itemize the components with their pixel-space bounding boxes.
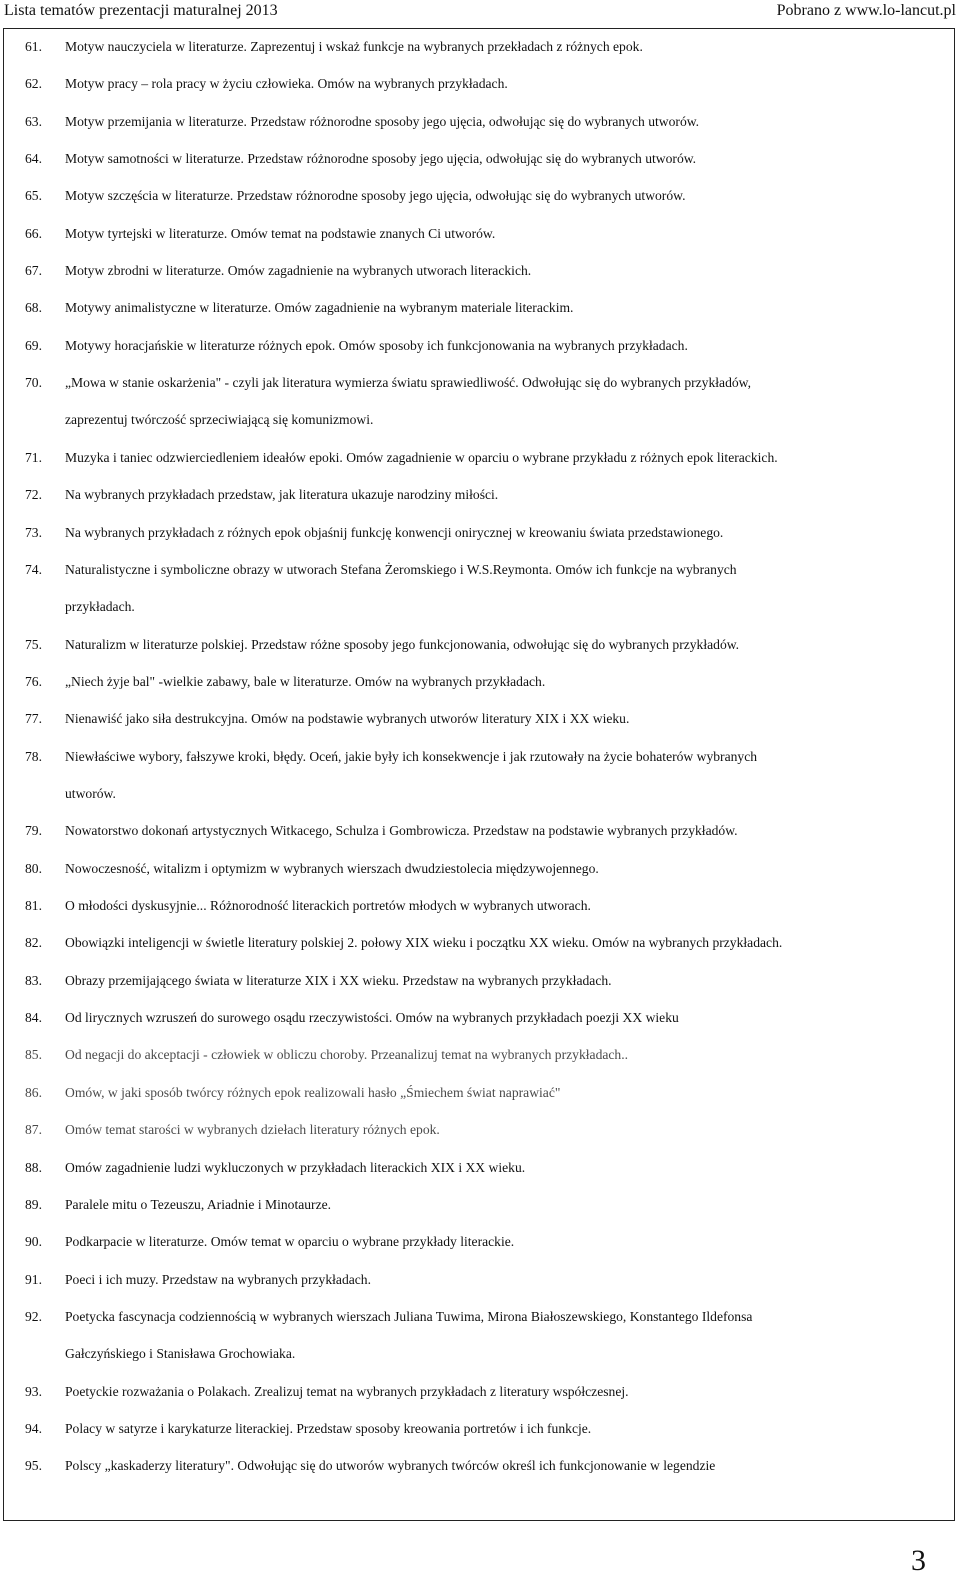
item-text: Poetycka fascynacja codziennością w wybranych wierszach Juliana Tuwima, Mirona Białoszewskiego, Konstantego Ildefonsa	[65, 1308, 753, 1324]
item-text: Od lirycznych wzruszeń do surowego osądu rzeczywistości. Omów na wybranych przykładach poezji XX wieku	[65, 1010, 679, 1026]
item-text: Motyw nauczyciela w literaturze. Zaprezentuj i wskaż funkcje na wybranych przekładach z różnych epok.	[65, 39, 643, 54]
item-text: Od negacji do akceptacji - człowiek w obliczu choroby. Przeanalizuj temat na wybranych przykładach..	[65, 1047, 629, 1063]
item-number: 69.	[25, 337, 42, 353]
item-text: Motyw samotności w literaturze. Przedstaw różnorodne sposoby jego ujęcia, odwołując się do wybranych utworów.	[65, 151, 697, 167]
item-text: Naturalizm w literaturze polskiej. Przedstaw różne sposoby jego funkcjonowania, odwołując się do wybranych przykładów.	[65, 636, 740, 652]
item-text: Nienawiść jako siła destrukcyjna. Omów na podstawie wybranych utworów literatury XIX i XX wieku.	[65, 711, 630, 727]
item-text: Niewłaściwe wybory, fałszywe kroki, błędy. Oceń, jakie były ich konsekwencje i jak rzutowały na życie bohaterów wybranych	[65, 748, 758, 764]
item-text: Na wybranych przykładach z różnych epok objaśnij funkcję konwencji onirycznej w kreowaniu świata przedstawionego.	[65, 524, 724, 540]
item-number: 93.	[25, 1383, 42, 1399]
item-number: 88.	[25, 1159, 42, 1175]
topic-list	[3, 28, 955, 1521]
item-number: 90.	[25, 1234, 42, 1250]
item-number: 66.	[25, 225, 42, 241]
item-number: 68.	[25, 300, 42, 316]
item-number: 87.	[25, 1122, 42, 1138]
item-number: 89.	[25, 1196, 42, 1212]
item-number: 67.	[25, 263, 42, 279]
item-text-continuation: Gałczyńskiego i Stanisława Grochowiaka.	[65, 1346, 296, 1362]
item-number: 70.	[25, 375, 42, 391]
item-number: 91.	[25, 1271, 42, 1287]
source-label: Pobrano z www.lo-lancut.pl	[776, 2, 956, 19]
item-text: Poeci i ich muzy. Przedstaw na wybranych przykładach.	[65, 1271, 372, 1287]
item-number: 64.	[25, 151, 42, 167]
item-number: 63.	[25, 113, 42, 129]
item-text: Motywy horacjańskie w literaturze różnych epok. Omów sposoby ich funkcjonowania na wybranych przykładach.	[65, 337, 688, 353]
item-number: 94.	[25, 1420, 42, 1436]
item-number: 65.	[25, 188, 42, 204]
item-text-continuation: utworów.	[65, 785, 116, 801]
item-text: Polacy w satyrze i karykaturze literackiej. Przedstaw sposoby kreowania portretów i ich funkcje.	[65, 1420, 592, 1436]
item-text: O młodości dyskusyjnie... Różnorodność literackich portretów młodych w wybranych utworach.	[65, 898, 591, 914]
page-number: 3	[911, 1544, 926, 1577]
document-title: Lista tematów prezentacji maturalnej 2013	[4, 2, 278, 19]
item-number: 85.	[25, 1047, 42, 1063]
item-number: 62.	[25, 76, 42, 92]
item-number: 86.	[25, 1084, 42, 1100]
item-text: Obowiązki inteligencji w świetle literatury polskiej 2. połowy XIX wieku i początku XX wieku. Omów na wybranych przykładach.	[65, 935, 783, 951]
item-text: Motyw tyrtejski w literaturze. Omów temat na podstawie znanych Ci utworów.	[65, 225, 496, 241]
item-number: 82.	[25, 935, 42, 951]
item-text-continuation: przykładach.	[65, 599, 135, 615]
item-number: 83.	[25, 972, 42, 988]
item-number: 75.	[25, 636, 42, 652]
item-text: Muzyka i taniec odzwierciedleniem ideałów epoki. Omów zagadnienie w oparciu o wybrane przykładu z różnych epok literackich.	[65, 449, 778, 465]
item-number: 80.	[25, 860, 42, 876]
item-number: 81.	[25, 898, 42, 914]
item-text: Motywy animalistyczne w literaturze. Omów zagadnienie na wybranym materiale literackim.	[65, 300, 574, 316]
item-text: „Mowa w stanie oskarżenia" - czyli jak literatura wymierza światu sprawiedliwość. Odwołując się do wybranych przykładów,	[65, 375, 752, 391]
item-number: 76.	[25, 673, 42, 689]
item-number: 71.	[25, 449, 42, 465]
item-text: Na wybranych przykładach przedstaw, jak literatura ukazuje narodziny miłości.	[65, 487, 499, 503]
item-number: 92.	[25, 1308, 42, 1324]
item-number: 77.	[25, 711, 42, 727]
item-number: 61.	[25, 39, 42, 54]
item-text-continuation: zaprezentuj twórczość sprzeciwiającą się komunizmowi.	[65, 412, 374, 428]
item-number: 74.	[25, 561, 42, 577]
item-number: 79.	[25, 823, 42, 839]
item-text: Polscy „kaskaderzy literatury". Odwołując się do utworów wybranych twórców określ ich funkcjonowanie w legendzie	[65, 1458, 716, 1474]
item-number: 84.	[25, 1010, 42, 1026]
item-number: 95.	[25, 1458, 42, 1474]
item-text: Obrazy przemijającego świata w literaturze XIX i XX wieku. Przedstaw na wybranych przykładach.	[65, 972, 612, 988]
item-text: Motyw przemijania w literaturze. Przedstaw różnorodne sposoby jego ujęcia, odwołując się do wybranych utworów.	[65, 113, 700, 129]
item-number: 73.	[25, 524, 42, 540]
item-text: Nowoczesność, witalizm i optymizm w wybranych wierszach dwudziestolecia międzywojennego.	[65, 860, 599, 876]
item-text: „Niech żyje bal" -wielkie zabawy, bale w literaturze. Omów na wybranych przykładach.	[65, 673, 546, 689]
item-number: 72.	[25, 487, 42, 503]
item-text: Poetyckie rozważania o Polakach. Zrealizuj temat na wybranych przykładach z literatury współczesnej.	[65, 1383, 629, 1399]
item-text: Motyw szczęścia w literaturze. Przedstaw różnorodne sposoby jego ujęcia, odwołując się do wybranych utworów.	[65, 188, 686, 204]
item-text: Podkarpacie w literaturze. Omów temat w oparciu o wybrane przykłady literackie.	[65, 1234, 515, 1250]
item-text: Paralele mitu o Tezeuszu, Ariadnie i Minotaurze.	[65, 1196, 332, 1212]
item-text: Omów zagadnienie ludzi wykluczonych w przykładach literackich XIX i XX wieku.	[65, 1159, 526, 1175]
item-text: Omów, w jaki sposób twórcy różnych epok realizowali hasło „Śmiechem świat naprawiać"	[65, 1084, 561, 1100]
item-text: Nowatorstwo dokonań artystycznych Witkacego, Schulza i Gombrowicza. Przedstaw na podstawie wybranych przykładów.	[65, 823, 738, 839]
item-text: Motyw pracy – rola pracy w życiu człowieka. Omów na wybranych przykładach.	[65, 76, 508, 92]
item-text: Omów temat starości w wybranych dziełach literatury różnych epok.	[65, 1122, 440, 1138]
item-number: 78.	[25, 748, 42, 764]
item-text: Motyw zbrodni w literaturze. Omów zagadnienie na wybranych utworach literackich.	[65, 263, 532, 279]
item-text: Naturalistyczne i symboliczne obrazy w utworach Stefana Żeromskiego i W.S.Reymonta. Omów ich funkcje na wybranych	[65, 561, 737, 577]
